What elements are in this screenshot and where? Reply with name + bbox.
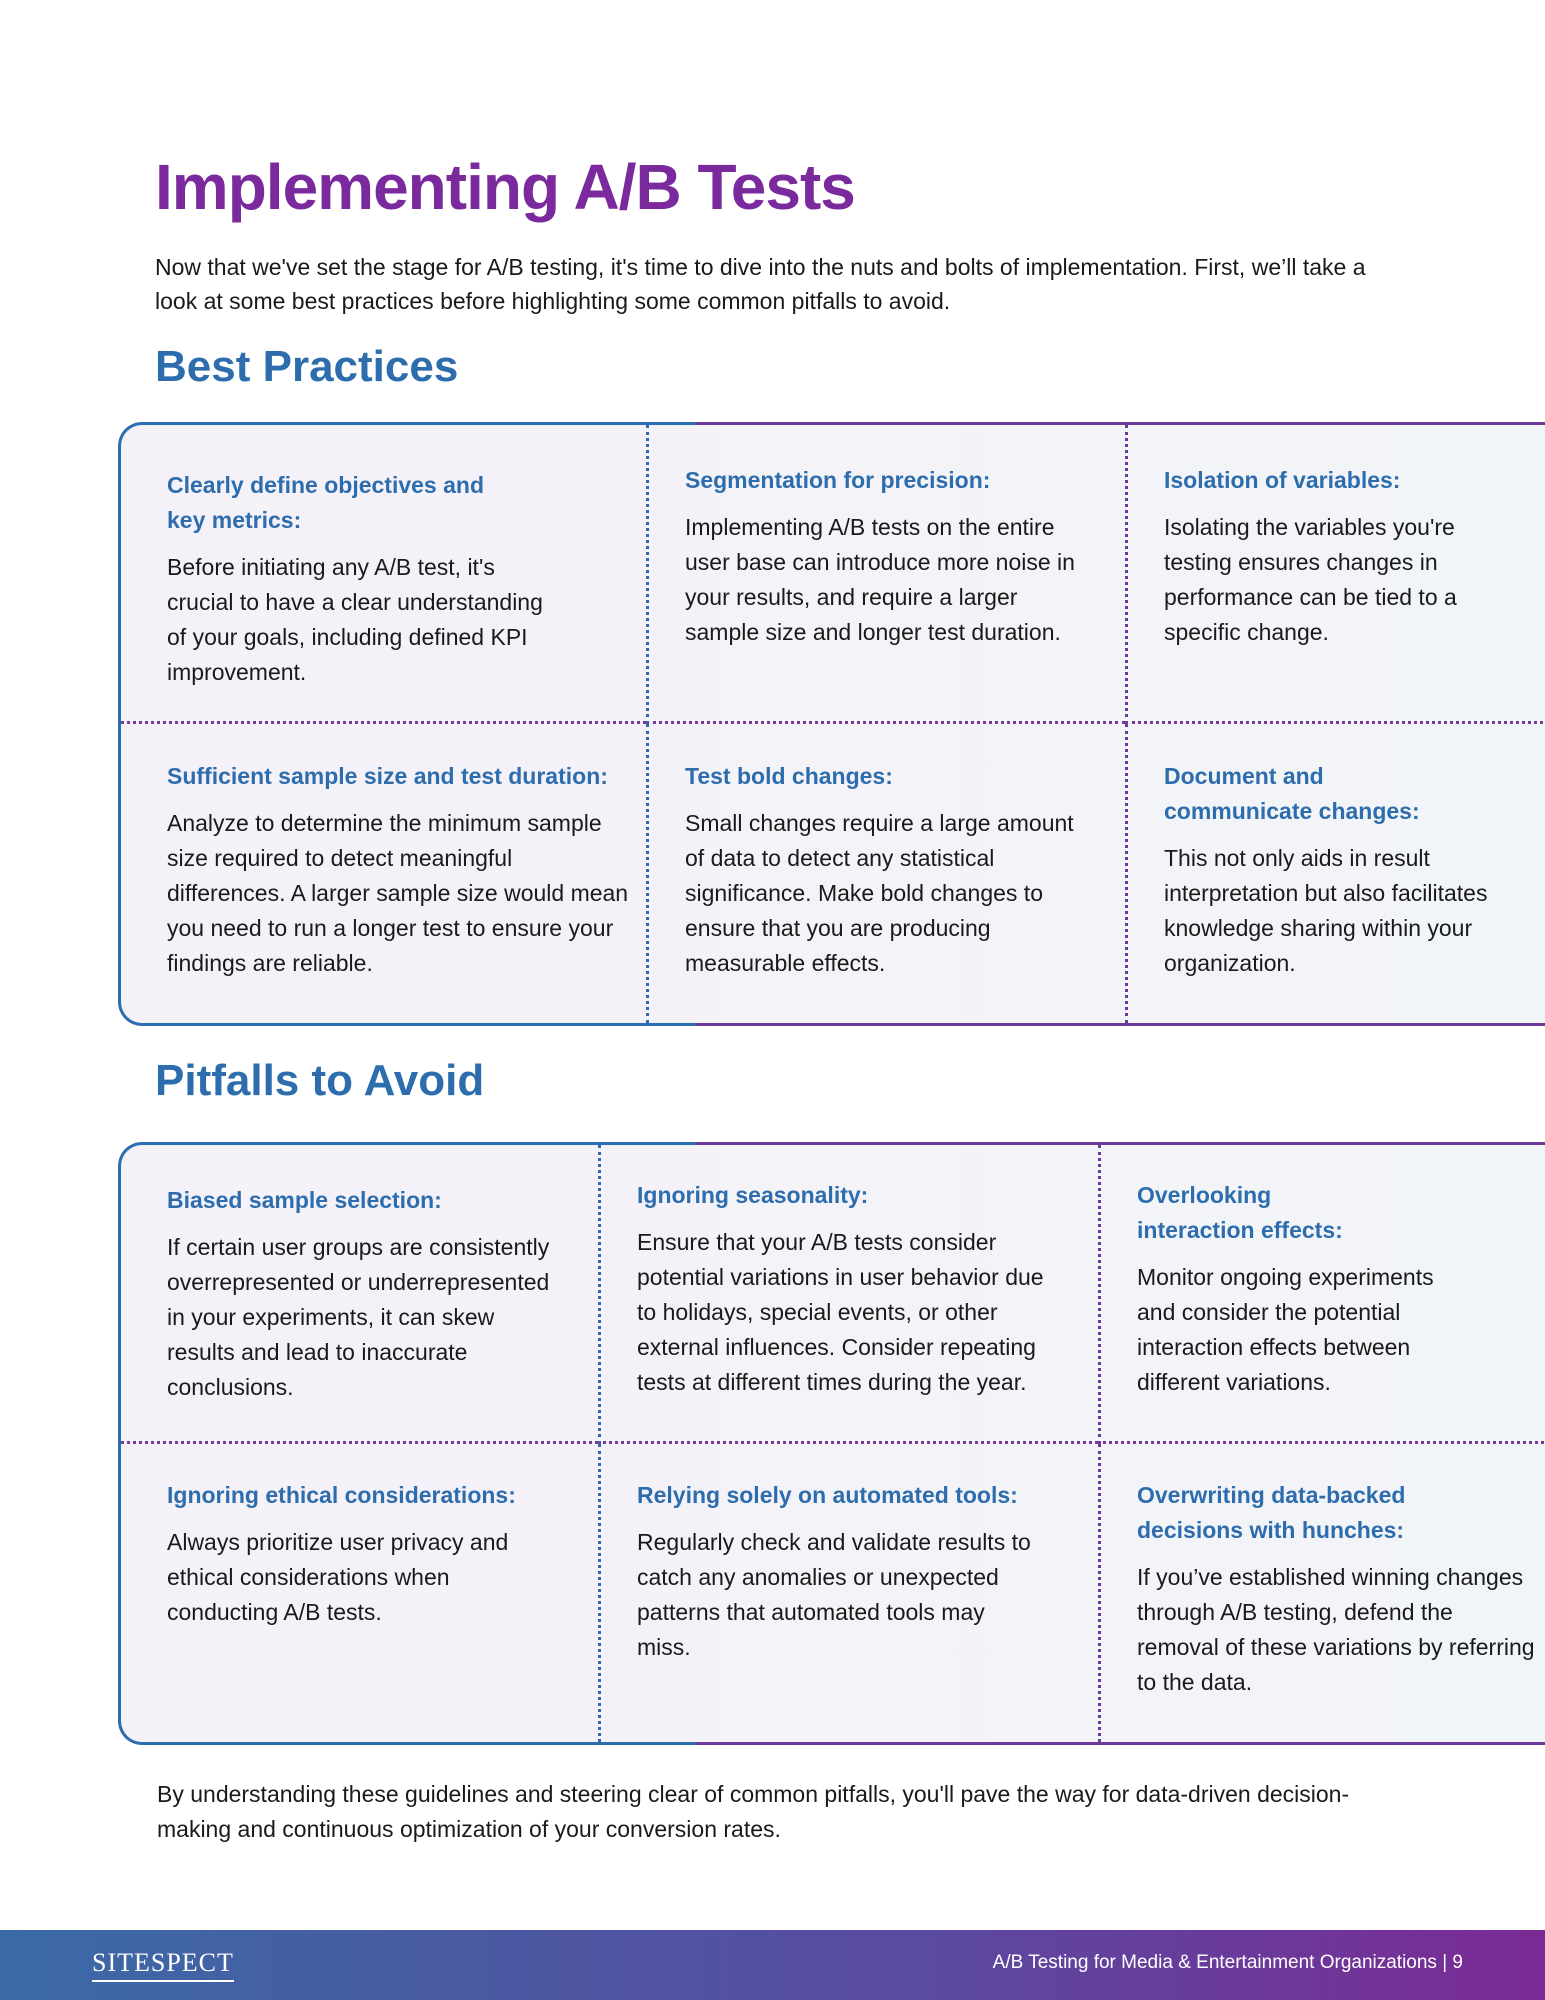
card-body: Regularly check and validate results to catch any anomalies or unexpected patterns that automated tools may miss. [637,1528,1031,1660]
card-body: If you’ve established winning changes through A/B testing, defend the removal of these variations by referring to the data. [1137,1563,1535,1695]
page-footer [0,1930,1545,2000]
card-title: Ignoring ethical considerations: [167,1481,516,1508]
pitfall-card [121,1444,598,1743]
card-body: Before initiating any A/B test, it's crucial to have a clear understanding of your goals, including defined KPI improvement. [167,554,543,685]
card-title: Clearly define objectives and key metrics: [167,472,485,533]
best-practice-card [646,724,1125,1023]
pitfalls-grid [118,1142,1545,1745]
pitfall-card [598,1145,1098,1444]
pitfalls-heading: Pitfalls to Avoid [155,1056,485,1105]
best-practices-heading: Best Practices [155,342,459,391]
card-body: Small changes require a large amount of data to detect any statistical significance. Make bold changes to ensure that you are producing measurable effects. [685,810,1074,976]
card-body: Always prioritize user privacy and ethical considerations when conducting A/B tests. [167,1528,509,1625]
card-body: Implementing A/B tests on the entire user base can introduce more noise in your results, and require a larger sample size and longer test duration. [685,514,1075,645]
best-practice-card [121,425,646,724]
card-title: Overlooking interaction effects: [1137,1182,1343,1243]
best-practice-card [1125,724,1545,1023]
card-body: Analyze to determine the minimum sample size required to detect meaningful differences. A larger sample size would mean you need to run a longer test to ensure your findings are reliable. [167,810,629,976]
card-body: Ensure that your A/B tests consider potential variations in user behavior due to holidays, special events, or other external influences. Consider repeating tests at different times during the year. [637,1229,1044,1395]
card-title: Biased sample selection: [167,1187,442,1213]
card-title: Segmentation for precision: [685,467,991,493]
card-title: Document and communicate changes: [1164,763,1420,824]
pitfall-card [598,1444,1098,1743]
card-title: Isolation of variables: [1164,467,1401,493]
pitfall-card [1098,1444,1545,1743]
pitfall-card [121,1145,598,1444]
sitespect-logo: SITESPECT [92,1948,234,1982]
page-title: Implementing A/B Tests [155,151,855,223]
card-title: Sufficient sample size and test duration: [167,763,608,789]
outro-paragraph: By understanding these guidelines and steering clear of common pitfalls, you'll pave the way for data-driven decision-making and continuous optimization of your conversion rates. [157,1781,1350,1842]
best-practice-card [1125,425,1545,724]
pitfall-card [1098,1145,1545,1444]
footer-page-label: A/B Testing for Media & Entertainment Organizations | 9 [992,1952,1463,1973]
best-practice-card [646,425,1125,724]
card-body: Isolating the variables you're testing ensures changes in performance can be tied to a specific change. [1164,514,1457,645]
card-title: Ignoring seasonality: [637,1182,869,1208]
best-practices-grid [118,422,1545,1026]
card-body: Monitor ongoing experiments and consider the potential interaction effects between different variations. [1137,1264,1434,1395]
card-title: Test bold changes: [685,763,893,789]
card-body: If certain user groups are consistently overrepresented or underrepresented in your experiments, it can skew results and lead to inaccurate conclusions. [167,1234,550,1400]
card-title: Relying solely on automated tools: [637,1481,1018,1508]
card-body: This not only aids in result interpretation but also facilitates knowledge sharing within your organization. [1164,845,1488,976]
card-title: Overwriting data-backed decisions with hunches: [1137,1481,1406,1543]
intro-paragraph: Now that we've set the stage for A/B testing, it's time to dive into the nuts and bolts of implementation. First, we’ll take a look at some best practices before highlighting some common pitfalls to avoid. [155,254,1366,314]
best-practice-card [121,724,646,1023]
